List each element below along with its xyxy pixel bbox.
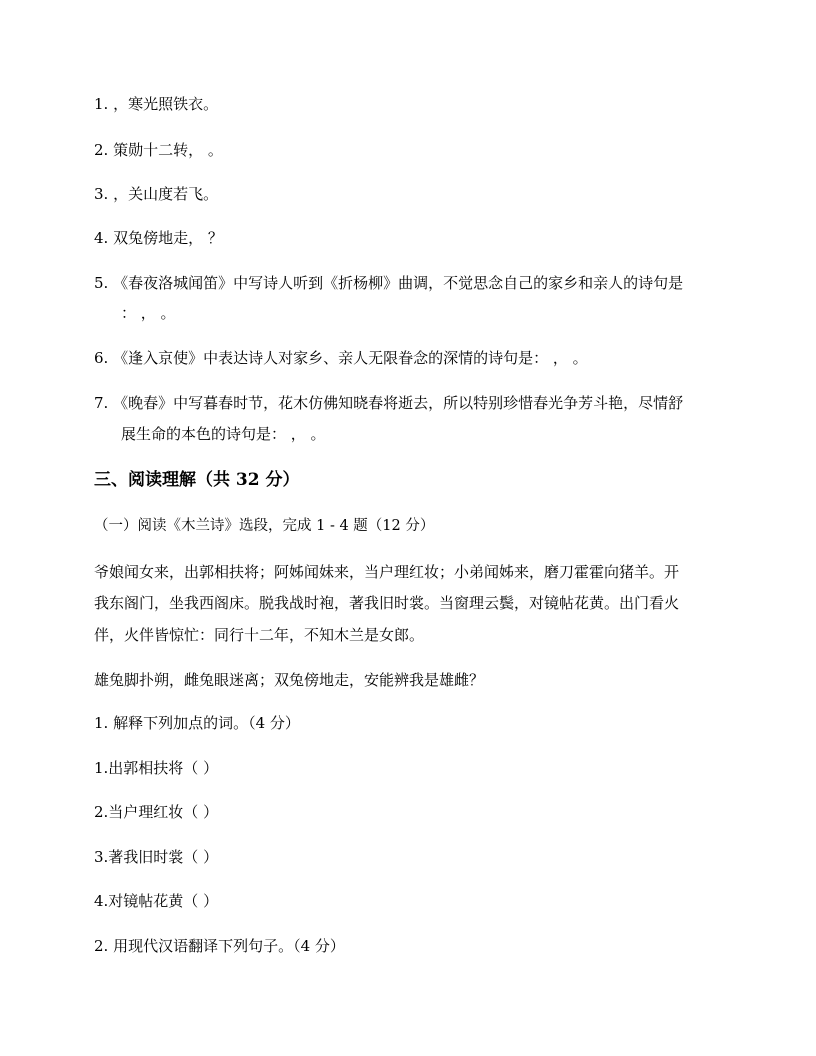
passage-line-3: 伴，火伴皆惊忙：同行十二年，不知木兰是女郎。 [94,626,425,644]
fill-in-item-2: 2. 策勋十二转， 。 [94,141,223,159]
question-1-title: 1. 解释下列加点的词。（4 分） [94,714,300,732]
passage-line-1: 爷娘闻女来，出郭相扶将；阿姊闻妹来，当户理红妆；小弟闻姊来，磨刀霍霍向猪羊。开 [94,563,680,581]
passage-line-4: 雄兔脚扑朔，雌兔眼迷离；双兔傍地走，安能辨我是雄雌？ [94,671,485,689]
fill-in-item-6: 6. 《逢入京使》中表达诗人对家乡、亲人无限眷念的深情的诗句是： ， 。 [94,349,588,367]
passage-line-2: 我东阁门，坐我西阁床。脱我战时袍，著我旧时裳。当窗理云鬓，对镜帖花黄。出门看火 [94,594,680,612]
question-1-item-2: 2.当户理红妆（ ） [94,803,219,821]
subsection-title: （一）阅读《木兰诗》选段，完成 1 - 4 题（12 分） [94,518,435,534]
fill-in-item-5-continued: ： ， 。 [121,304,176,322]
fill-in-item-3: 3. ，关山度若飞。 [94,185,219,203]
fill-in-item-1: 1. ，寒光照铁衣。 [94,95,219,113]
question-1-item-4: 4.对镜帖花黄（ ） [94,892,219,910]
fill-in-item-7-continued: 展生命的本色的诗句是： ， 。 [121,425,326,443]
question-2-title: 2. 用现代汉语翻译下列句子。（4 分） [94,937,345,955]
question-1-item-1: 1.出郭相扶将（ ） [94,759,219,777]
fill-in-item-7: 7. 《晚春》中写暮春时节，花木仿佛知晓春将逝去，所以特别珍惜春光争芳斗艳，尽情舒 [94,394,684,412]
fill-in-item-4: 4. 双兔傍地走， ？ [94,229,223,247]
question-1-item-3: 3.著我旧时裳（ ） [94,848,219,866]
section-heading: 三、阅读理解（共 32 分） [94,470,300,490]
fill-in-item-5: 5. 《春夜洛城闻笛》中写诗人听到《折杨柳》曲调，不觉思念自己的家乡和亲人的诗句是 [94,274,684,292]
